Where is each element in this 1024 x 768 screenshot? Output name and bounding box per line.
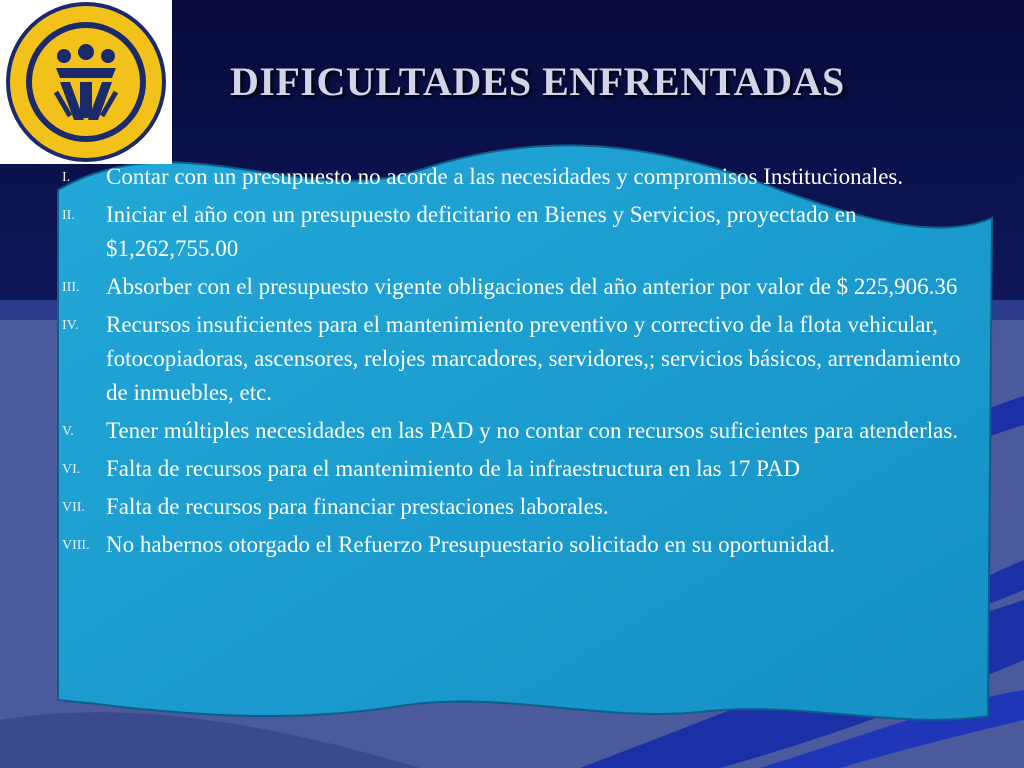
slide-title: DIFICULTADES ENFRENTADAS — [230, 59, 845, 104]
list-item — [62, 308, 982, 410]
list-item — [62, 490, 982, 524]
item-text: Falta de recursos para financiar prestaciones laborales. — [106, 494, 609, 519]
list-item — [62, 160, 982, 194]
item-number: I. — [62, 170, 71, 185]
item-text: Absorber con el presupuesto vigente obligaciones del año anterior por valor de $ 225,906.36 — [106, 274, 958, 299]
list-item — [62, 198, 982, 266]
item-number: III. — [62, 280, 80, 295]
difficulties-list — [62, 160, 982, 566]
item-number: VI. — [62, 462, 81, 477]
item-text: Recursos insuficientes para el mantenimiento preventivo y correctivo de la flota vehicular, fotocopiadoras, ascensores, relojes marcadores, servidores,; servicios básicos, arrendamiento de inmuebles, etc. — [106, 312, 961, 405]
logo — [0, 0, 172, 164]
item-text: Iniciar el año con un presupuesto deficitario en Bienes y Servicios, proyectado en $1,262,755.00 — [106, 202, 857, 261]
item-text: Contar con un presupuesto no acorde a las necesidades y compromisos Institucionales. — [106, 164, 904, 189]
item-number: II. — [62, 208, 75, 223]
item-text: Falta de recursos para el mantenimiento de la infraestructura en las 17 PAD — [106, 456, 801, 481]
item-number: VIII. — [62, 538, 90, 553]
list-item — [62, 528, 982, 562]
list-item — [62, 452, 982, 486]
institution-seal-icon — [0, 0, 172, 164]
item-number: V. — [62, 424, 74, 439]
item-text: Tener múltiples necesidades en las PAD y no contar con recursos suficientes para atenderlas. — [106, 418, 959, 443]
list-item — [62, 414, 982, 448]
item-number: IV. — [62, 318, 79, 333]
list-item — [62, 270, 982, 304]
item-number: VII. — [62, 500, 85, 515]
item-text: No habernos otorgado el Refuerzo Presupuestario solicitado en su oportunidad. — [106, 532, 836, 557]
